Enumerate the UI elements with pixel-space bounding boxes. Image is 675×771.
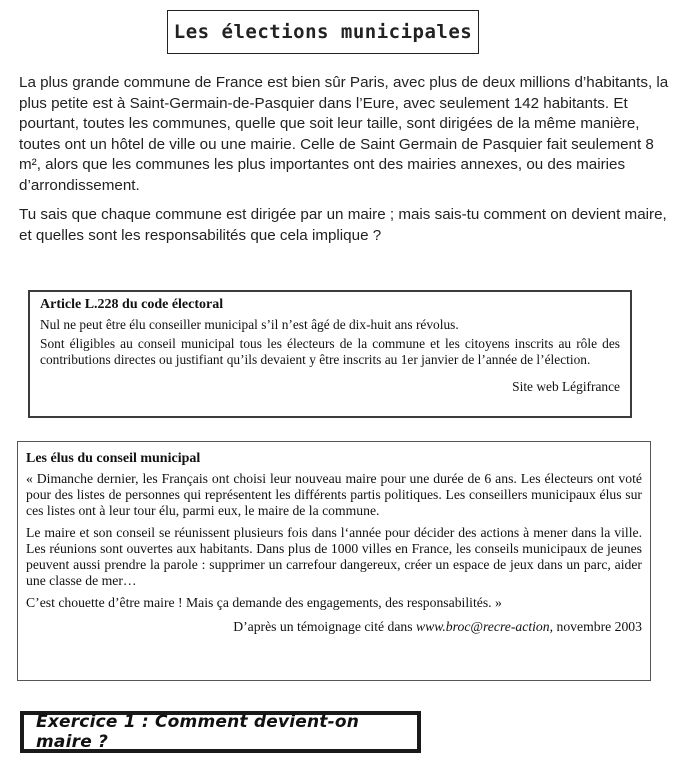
council-source-site: www.broc@recre-action xyxy=(416,619,550,634)
intro-text xyxy=(19,73,669,255)
council-source xyxy=(26,619,642,635)
article-source: Site web Légifrance xyxy=(512,379,620,395)
title-box xyxy=(167,10,479,54)
exercise-box xyxy=(20,711,421,753)
council-source-prefix: D’après un témoignage cité dans xyxy=(233,619,417,634)
exercise-title: Exercice 1 : Comment devient-on maire ? xyxy=(36,712,360,752)
council-paragraph-2: Le maire et son conseil se réunissent plusieurs fois dans l‘année pour décider des actions à mener dans la ville. Les réunions sont ouvertes aux habitants. Dans plus de 1000 villes en France, les conseils municipaux de jeunes peuvent aussi prendre la parole : supprimer un carrefour dangereux, créer un espace de jeux dans un parc, aider une classe de mer… xyxy=(26,525,642,588)
council-paragraph-3: C’est chouette d’être maire ! Mais ça demande des engagements, des responsabilités. » xyxy=(26,595,502,610)
council-box xyxy=(17,441,651,681)
article-heading: Article L.228 du code électoral xyxy=(40,297,224,312)
article-paragraph-2: Sont éligibles au conseil municipal tous les électeurs de la commune et les citoyens inscrits au rôle des contributions directes ou justifiant qu’ils devaient y être inscrits au 1er janvier de l’année de l’élection. xyxy=(40,336,620,367)
council-source-suffix: , novembre 2003 xyxy=(549,619,642,634)
council-paragraph-1: « Dimanche dernier, les Français ont choisi leur nouveau maire pour une durée de 6 ans. Les électeurs ont voté pour des listes de personnes qui représentent les différents partis politiques. Les conseillers municipaux élus sur ces listes ont à leur tour élu, parmi eux, le maire de la commune. xyxy=(26,471,642,518)
intro-paragraph-1: La plus grande commune de France est bien sûr Paris, avec plus de deux millions d’habitants, la plus petite est à Saint-Germain-de-Pasquier dans l’Eure, avec seulement 142 habitants. Et pourtant, toutes les communes, quelle que soit leur taille, sont dirigées de la même manière, toutes ont un hôtel de ville ou une mairie. Celle de Saint Germain de Pasquier fait seulement 8 m², alors que les communes les plus importantes ont des mairies annexes, ou des mairies d’arrondissement. xyxy=(19,74,669,194)
page-title: Les élections municipales xyxy=(173,21,473,43)
article-box xyxy=(28,290,632,418)
council-heading: Les élus du conseil municipal xyxy=(26,451,201,466)
article-paragraph-1: Nul ne peut être élu conseiller municipal s’il n’est âgé de dix-huit ans révolus. xyxy=(40,316,459,332)
intro-paragraph-2: Tu sais que chaque commune est dirigée par un maire ; mais sais-tu comment on devient maire, et quelles sont les responsabilités que cela implique ? xyxy=(19,206,667,244)
